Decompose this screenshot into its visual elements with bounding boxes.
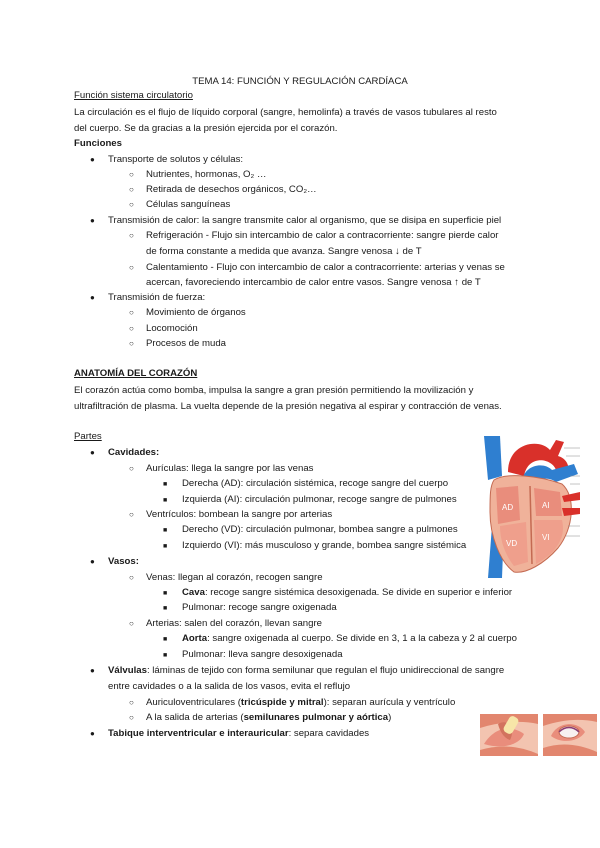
- bullet-disc-icon: ●: [90, 448, 95, 457]
- section-heading-anatomia: ANATOMÍA DEL CORAZÓN: [74, 368, 198, 379]
- bullet-circle-icon: ○: [129, 510, 134, 519]
- av-term: tricúspide y mitral: [240, 697, 324, 708]
- label-ad: AD: [502, 503, 514, 512]
- heart-diagram: [478, 436, 580, 578]
- valvulas-term: Válvulas: [108, 665, 147, 676]
- paragraph-line: del cuerpo. Se da gracias a la presión ejercida por el corazón.: [74, 123, 338, 134]
- valve-image-closed: [480, 714, 538, 756]
- section-heading-funcion: Función sistema circulatorio: [74, 90, 193, 101]
- bullet-square-icon: ■: [163, 527, 168, 534]
- list-item: Transmisión de calor: la sangre transmite calor al organismo, que se disipa en superficie piel: [108, 215, 502, 226]
- funciones-label: Funciones: [74, 138, 122, 149]
- paragraph-line: La circulación es el flujo de líquido corporal (sangre, hemolinfa) a través de vasos tubulares al resto: [74, 107, 497, 118]
- list-item: Retirada de desechos orgánicos, CO₂…: [146, 184, 317, 195]
- cava-text: : recoge sangre sistémica desoxigenada. Se divide en superior e inferior: [204, 587, 513, 598]
- list-item: Calentamiento - Flujo con intercambio de calor a contracorriente: arterias y venas se: [146, 262, 505, 273]
- bullet-square-icon: ■: [163, 481, 168, 488]
- aorta-text: : sangre oxigenada al cuerpo. Se divide en 3, 1 a la cabeza y 2 al cuerpo: [207, 633, 517, 644]
- bullet-disc-icon: ●: [90, 729, 95, 738]
- sal-term: semilunares pulmonar y aórtica: [243, 712, 389, 723]
- bullet-circle-icon: ○: [129, 200, 134, 209]
- paragraph-line: El corazón actúa como bomba, impulsa la sangre a gran presión permitiendo la movilización y: [74, 385, 474, 396]
- bullet-square-icon: ■: [163, 497, 168, 504]
- list-item-continuation: de forma constante a medida que avanza. Sangre venosa ↓ de T: [146, 246, 422, 257]
- bullet-circle-icon: ○: [129, 185, 134, 194]
- list-item: Pulmonar: recoge sangre oxigenada: [182, 602, 337, 613]
- bullet-circle-icon: ○: [129, 713, 134, 722]
- list-item: Pulmonar: lleva sangre desoxigenada: [182, 649, 343, 660]
- list-item-continuation: entre cavidades o a la salida de los vasos, evita el reflujo: [108, 681, 351, 692]
- cava-term: Cava: [182, 587, 205, 598]
- tabique-term: Tabique interventricular e interauricular: [108, 728, 289, 739]
- bullet-square-icon: ■: [163, 636, 168, 643]
- bullet-circle-icon: ○: [129, 263, 134, 272]
- list-item: Transporte de solutos y células:: [108, 154, 244, 165]
- list-item: [182, 588, 512, 598]
- list-item: Ventrículos: bombean la sangre por arterias: [146, 509, 333, 520]
- av-text-c: ): separan aurícula y ventrículo: [323, 697, 456, 708]
- label-ai: AI: [542, 501, 550, 510]
- bullet-circle-icon: ○: [129, 324, 134, 333]
- bullet-circle-icon: ○: [129, 573, 134, 582]
- sal-text-c: ): [388, 712, 392, 723]
- bullet-disc-icon: ●: [90, 666, 95, 675]
- valve-diagram: [480, 714, 538, 756]
- list-item: Células sanguíneas: [146, 199, 231, 210]
- bullet-square-icon: ■: [163, 543, 168, 550]
- list-item: Transmisión de fuerza:: [108, 292, 206, 303]
- list-item: [108, 666, 504, 676]
- list-item: Refrigeración - Flujo sin intercambio de calor a contracorriente: sangre pierde calor: [146, 230, 499, 241]
- bullet-square-icon: ■: [163, 605, 168, 612]
- bullet-circle-icon: ○: [129, 339, 134, 348]
- list-item-continuation: acercan, favoreciendo intercambio de calor entre vasos. Sangre venosa ↑ de T: [146, 277, 481, 288]
- list-item: [146, 698, 455, 708]
- list-item: Izquierda (AI): circulación pulmonar, recoge sangre de pulmones: [182, 494, 457, 505]
- valve-image-open: [543, 714, 597, 756]
- list-item: [108, 729, 369, 739]
- bullet-circle-icon: ○: [129, 698, 134, 707]
- list-item: [146, 713, 391, 723]
- bullet-disc-icon: ●: [90, 216, 95, 225]
- bullet-square-icon: ■: [163, 652, 168, 659]
- bullet-circle-icon: ○: [129, 308, 134, 317]
- list-item: Locomoción: [146, 323, 198, 334]
- bullet-circle-icon: ○: [129, 170, 134, 179]
- label-vd: VD: [506, 539, 518, 548]
- paragraph-line: ultrafiltración de plasma. La vuelta depende de la presión negativa al espirar y contracción de venas.: [74, 401, 502, 412]
- list-item: Venas: llegan al corazón, recogen sangre: [146, 572, 323, 583]
- section-heading-partes: Partes: [74, 431, 102, 442]
- av-text-a: Auriculoventriculares (: [146, 697, 241, 708]
- list-item: Arterias: salen del corazón, llevan sangre: [146, 618, 322, 629]
- bullet-disc-icon: ●: [90, 293, 95, 302]
- bullet-disc-icon: ●: [90, 155, 95, 164]
- list-item: Derecha (AD): circulación sistémica, recoge sangre del cuerpo: [182, 478, 449, 489]
- list-item: Izquierdo (VI): más musculoso y grande, bombea sangre sistémica: [182, 540, 467, 551]
- list-item: Procesos de muda: [146, 338, 226, 349]
- tabique-text: : separa cavidades: [288, 728, 370, 739]
- bullet-square-icon: ■: [163, 590, 168, 597]
- list-item: Vasos:: [108, 556, 139, 567]
- valve-diagram: [543, 714, 597, 756]
- list-item: Nutrientes, hormonas, O₂ …: [146, 169, 267, 180]
- bullet-disc-icon: ●: [90, 557, 95, 566]
- label-vi: VI: [542, 533, 550, 542]
- heart-anatomy-image: [478, 436, 580, 578]
- list-item: Movimiento de órganos: [146, 307, 246, 318]
- valvulas-text: : láminas de tejido con forma semilunar que regulan el flujo unidireccional de sangre: [146, 665, 505, 676]
- list-item: Cavidades:: [108, 447, 160, 458]
- sal-text-a: A la salida de arterias (: [146, 712, 244, 723]
- list-item: [182, 634, 517, 644]
- list-item: Aurículas: llega la sangre por las venas: [146, 463, 314, 474]
- page-title: TEMA 14: FUNCIÓN Y REGULACIÓN CARDÍACA: [192, 76, 408, 87]
- list-item: Derecho (VD): circulación pulmonar, bombea sangre a pulmones: [182, 524, 458, 535]
- bullet-circle-icon: ○: [129, 231, 134, 240]
- aorta-term: Aorta: [182, 633, 208, 644]
- bullet-circle-icon: ○: [129, 464, 134, 473]
- bullet-circle-icon: ○: [129, 619, 134, 628]
